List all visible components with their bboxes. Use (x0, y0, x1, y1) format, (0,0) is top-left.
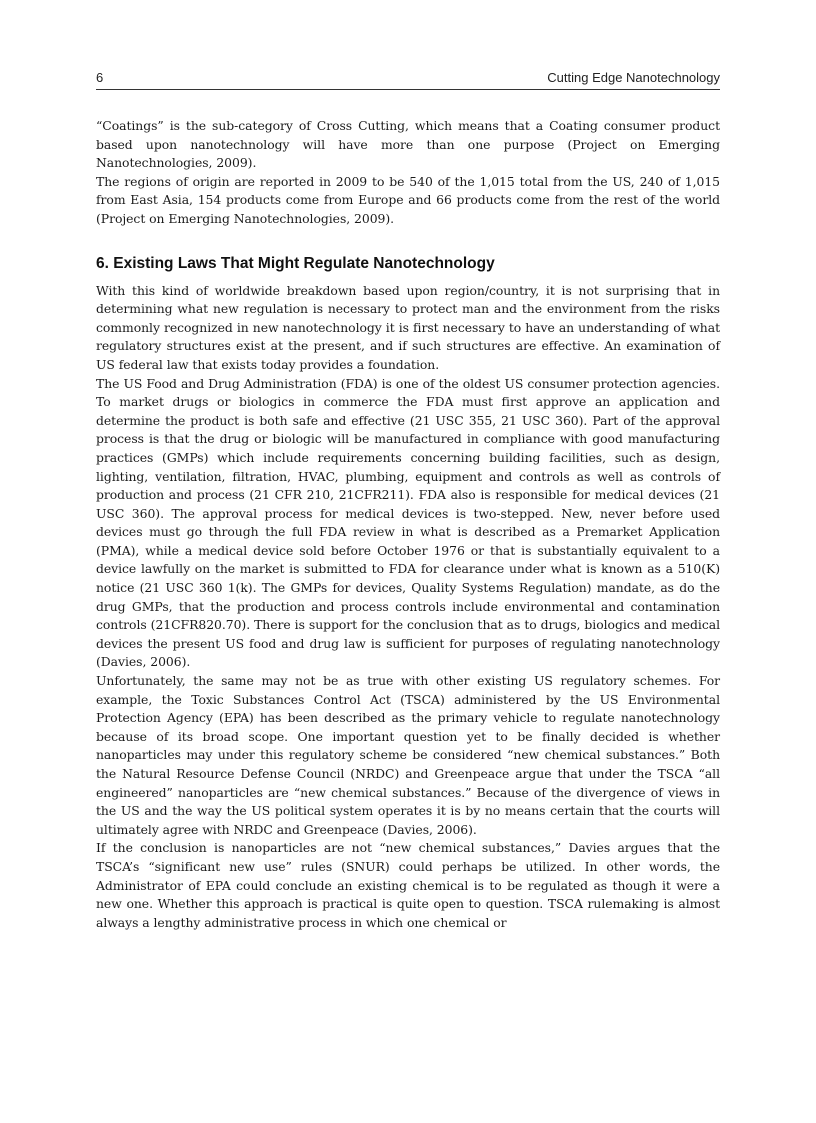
paragraph: The US Food and Drug Administration (FDA) is one of the oldest US consumer protection agencies. To market drugs or biologics in commerce the FDA must first approve an application and determine the product is both safe and effective (21 USC 355, 21 USC 360). Part of the approval process is that the drug or biologic will be manufactured in compliance with good manufacturing practices (GMPs) which include requirements concerning building facilities, such as design, lighting, ventilation, filtration, HVAC, plumbing, equipment and controls as well as controls of production and process (21 CFR 210, 21CFR211). FDA also is responsible for medical devices (21 USC 360). The approval process for medical devices is two-stepped. New, never before used devices must go through the full FDA review in what is described as a Premarket Application (PMA), while a medical device sold before October 1976 or that is substantially equivalent to a device lawfully on the market is submitted to FDA for clearance under what is known as a 510(K) notice (21 USC 360 1(k). The GMPs for devices, Quality Systems Regulation) mandate, as do the drug GMPs, that the production and process controls include environmental and contamination controls (21CFR820.70). There is support for the conclusion that as to drugs, biologics and medical devices the present US food and drug law is sufficient for purposes of regulating nanotechnology (Davies, 2006). (96, 375, 720, 670)
page-number: 6 (96, 70, 104, 85)
paragraph: “Coatings” is the sub-category of Cross Cutting, which means that a Coating consumer product based upon nanotechnology will have more than one purpose (Project on Emerging Nanotechnologies, 2009). (96, 118, 720, 171)
running-title: Cutting Edge Nanotechnology (547, 70, 720, 85)
paragraph: If the conclusion is nanoparticles are not “new chemical substances,” Davies argues that the TSCA’s “significant new use” rules (SNUR) could perhaps be utilized. In other words, the Administrator of EPA could conclude an existing chemical is to be regulated as though it were a new one. Whether this approach is practical is quite open to question. TSCA rulemaking is almost always a lengthy administrative process in which one chemical or (96, 840, 720, 930)
section-heading: 6. Existing Laws That Might Regulate Nanotechnology (96, 254, 495, 272)
running-header (96, 70, 720, 90)
paragraph: Unfortunately, the same may not be as true with other existing US regulatory schemes. For example, the Toxic Substances Control Act (TSCA) administered by the US Environmental Protection Agency (EPA) has been described as the primary vehicle to regulate nanotechnology because of its broad scope. One important question yet to be finally decided is whether nanoparticles may under this regulatory scheme be considered “new chemical substances.” Both the Natural Resource Defense Council (NRDC) and Greenpeace argue that under the TSCA “all engineered” nanoparticles are “new chemical substances.” Because of the divergence of views in the US and the way the US political system operates it is by no means certain that the courts will ultimately agree with NRDC and Greenpeace (Davies, 2006). (96, 673, 720, 837)
paragraph: With this kind of worldwide breakdown based upon region/country, it is not surprising that in determining what new regulation is necessary to protect man and the environment from the risks commonly recognized in new nanotechnology it is first necessary to have an understanding of what regulatory structures exist at the present, and if such structures are effective. An examination of US federal law that exists today provides a foundation. (96, 282, 720, 372)
body-text (96, 117, 720, 932)
paragraph: The regions of origin are reported in 2009 to be 540 of the 1,015 total from the US, 240 of 1,015 from East Asia, 154 products come from Europe and 66 products come from the rest of the world (Project on Emerging Nanotechnologies, 2009). (96, 173, 720, 226)
